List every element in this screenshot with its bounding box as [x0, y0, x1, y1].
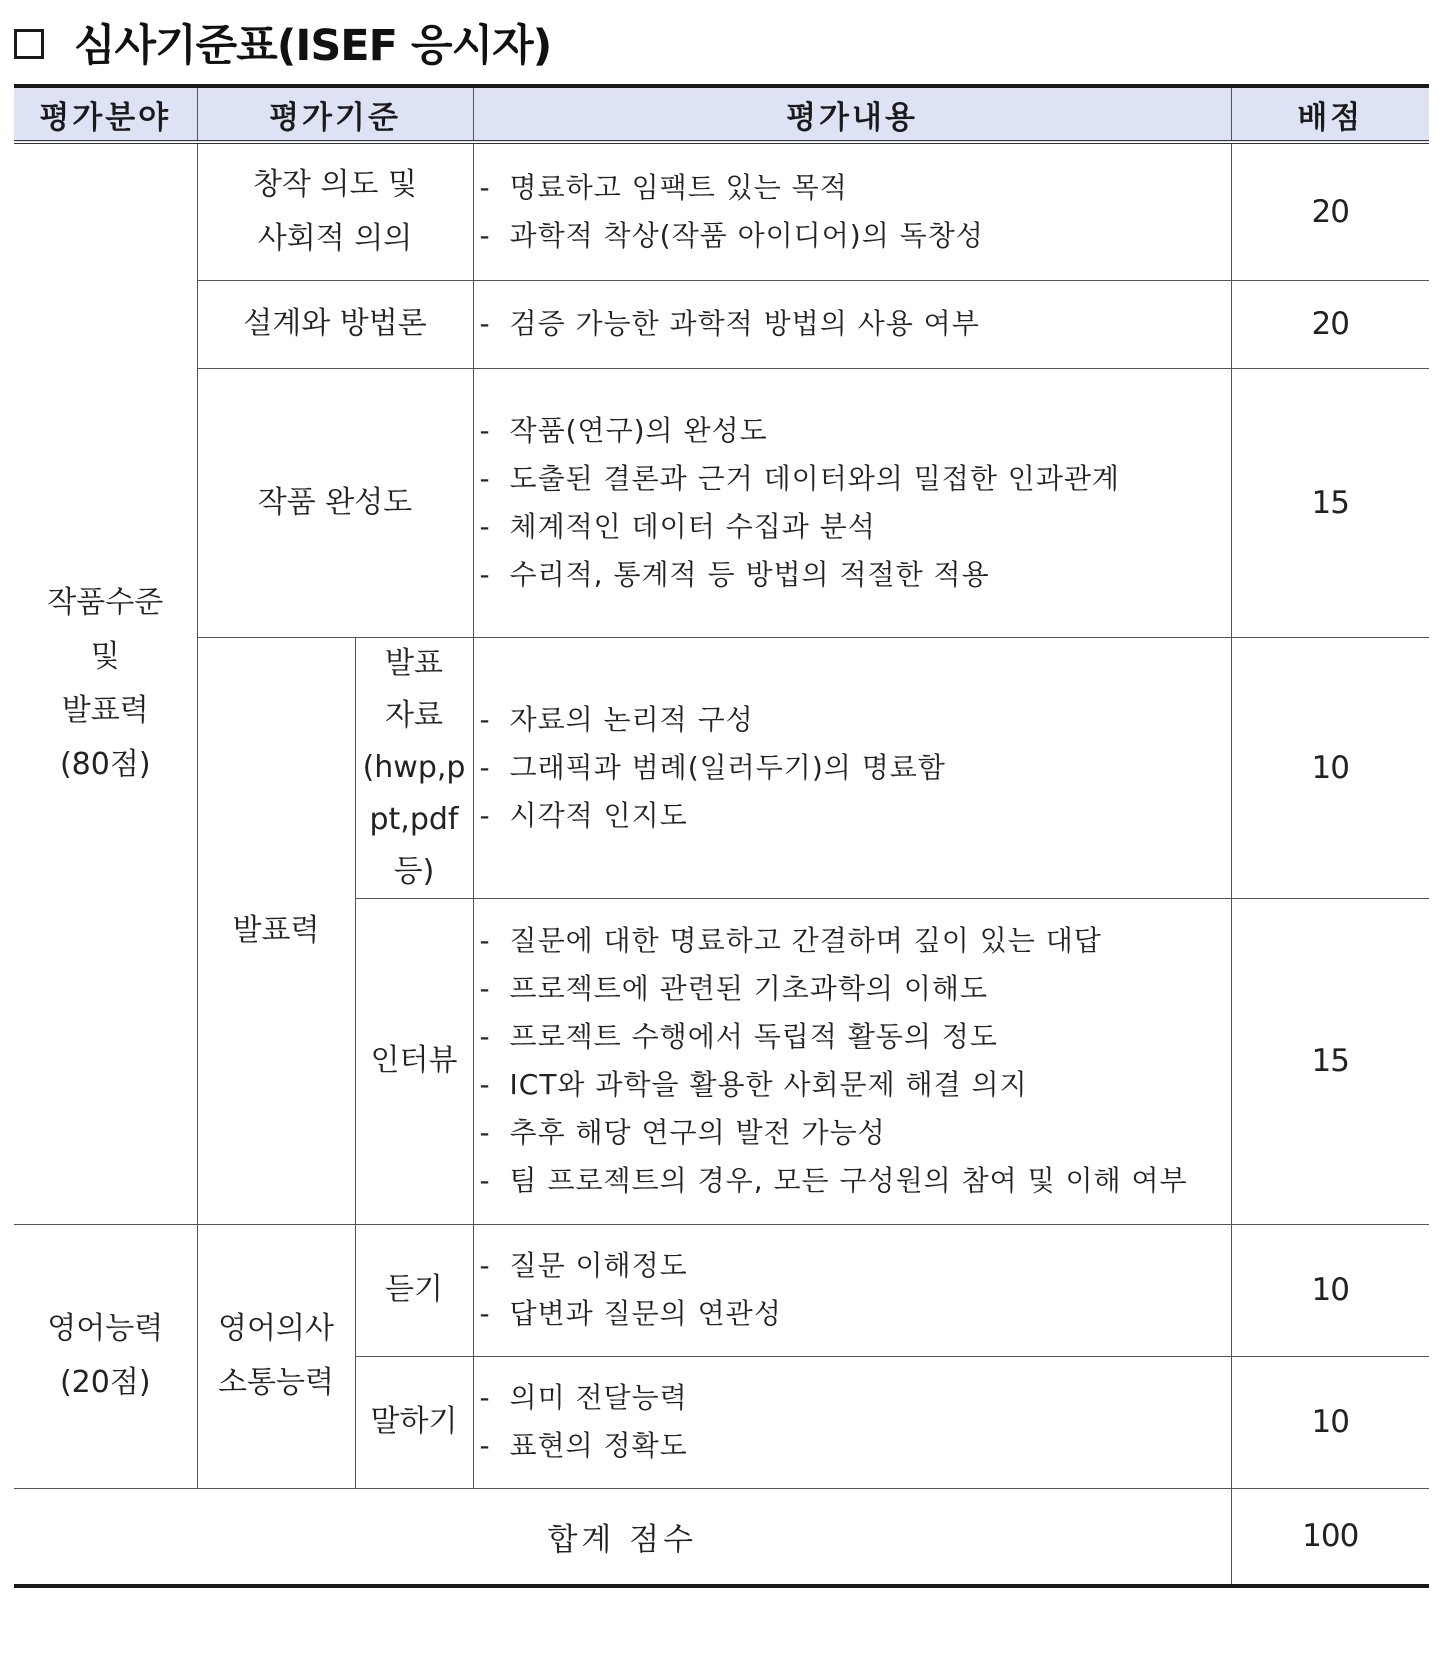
criterion-line: 작품 완성도: [257, 484, 413, 520]
score-cell: 15: [1231, 898, 1429, 1224]
criterion-line: 사회적 의의: [257, 220, 413, 256]
list-item: - 질문 이해정도: [479, 1249, 688, 1282]
list-item: - 수리적, 통계적 등 방법의 적절한 적용: [479, 557, 990, 591]
content-interview: [473, 898, 1231, 1224]
score-cell: 20: [1231, 142, 1429, 280]
list-item: - 팀 프로젝트의 경우, 모든 구성원의 참여 및 이해 여부: [479, 1164, 1188, 1197]
sub-line: (hwp,p: [362, 749, 466, 785]
evaluation-criteria-table: [14, 84, 1429, 1588]
sub-criterion-materials: [355, 637, 473, 898]
header-content: 평가내용: [473, 86, 1231, 142]
sub-criterion-listening: 듣기: [355, 1224, 473, 1356]
category-line: 영어능력: [47, 1311, 164, 1346]
table-row: [14, 1224, 1429, 1356]
page-title: 심사기준표(ISEF 응시자): [74, 20, 552, 71]
checkbox-square-icon: [14, 29, 44, 59]
criterion-line: 설계와 방법론: [243, 306, 427, 341]
table-row: [14, 280, 1429, 368]
content-speaking: [473, 1356, 1231, 1488]
sub-criterion-interview: [355, 898, 473, 1224]
category-line: (20점): [59, 1365, 151, 1400]
criterion-line: 영어의사: [218, 1311, 334, 1346]
sub-criterion-speaking: 말하기: [355, 1356, 473, 1488]
criterion-line: 창작 의도 및: [253, 166, 417, 202]
list-item: - 답변과 질문의 연관성: [479, 1297, 782, 1330]
list-item: - 추후 해당 연구의 발전 가능성: [479, 1116, 886, 1149]
criterion-english-communication: [197, 1224, 355, 1488]
header-score: 배점: [1231, 86, 1429, 142]
header-criterion: 평가기준: [197, 86, 473, 142]
sub-line: 발표: [385, 645, 443, 681]
list-item: - 프로젝트 수행에서 독립적 활동의 정도: [479, 1020, 998, 1053]
category-line: 발표력: [61, 692, 149, 728]
category-line: 작품수준: [47, 584, 164, 620]
list-item: - 도출된 결론과 근거 데이터와의 밀접한 인과관계: [479, 461, 1120, 495]
total-row: [14, 1488, 1429, 1586]
score-cell: 10: [1231, 1356, 1429, 1488]
list-item: - 프로젝트에 관련된 기초과학의 이해도: [479, 972, 988, 1005]
score-cell: 20: [1231, 280, 1429, 368]
title-row: [14, 10, 551, 74]
sub-line: pt,pdf: [369, 801, 459, 837]
content-design-method: [473, 280, 1231, 368]
criterion-presentation: 발표력: [197, 637, 355, 1224]
list-item: - ICT와 과학을 활용한 사회문제 해결 의지: [479, 1068, 1028, 1101]
score-cell: 15: [1231, 368, 1429, 637]
table-row: [14, 637, 1429, 898]
content-creative-intent: [473, 142, 1231, 280]
criterion-creative-intent: [197, 142, 473, 280]
list-item: - 검증 가능한 과학적 방법의 사용 여부: [479, 307, 980, 340]
content-materials: [473, 637, 1231, 898]
total-label: 합계 점수: [14, 1488, 1231, 1586]
category-english: [14, 1224, 197, 1488]
list-item: - 작품(연구)의 완성도: [479, 413, 768, 447]
criterion-design-method: [197, 280, 473, 368]
sub-line: 등): [393, 853, 435, 889]
list-item: - 자료의 논리적 구성: [479, 702, 754, 736]
criterion-line: 소통능력: [218, 1365, 334, 1400]
criterion-completeness: [197, 368, 473, 637]
category-line: 및: [90, 638, 120, 674]
list-item: - 체계적인 데이터 수집과 분석: [479, 509, 876, 543]
list-item: - 명료하고 임팩트 있는 목적: [479, 170, 848, 204]
content-listening: [473, 1224, 1231, 1356]
score-cell: 10: [1231, 1224, 1429, 1356]
category-work-presentation: [14, 142, 197, 1224]
sub-line: 인터뷰: [370, 1043, 458, 1078]
score-cell: 10: [1231, 637, 1429, 898]
list-item: - 질문에 대한 명료하고 간결하며 깊이 있는 대답: [479, 924, 1102, 957]
table-row: [14, 142, 1429, 280]
list-item: - 과학적 착상(작품 아이디어)의 독창성: [479, 218, 984, 252]
total-score: 100: [1231, 1488, 1429, 1586]
list-item: - 표현의 정확도: [479, 1429, 688, 1462]
table-row: [14, 368, 1429, 637]
list-item: - 그래픽과 범례(일러두기)의 명료함: [479, 750, 946, 784]
header-field: 평가분야: [14, 86, 197, 142]
table-header-row: [14, 86, 1429, 142]
list-item: - 시각적 인지도: [479, 798, 688, 832]
content-completeness: [473, 368, 1231, 637]
list-item: - 의미 전달능력: [479, 1381, 688, 1414]
sub-line: 자료: [385, 697, 443, 733]
category-line: (80점): [59, 746, 151, 782]
